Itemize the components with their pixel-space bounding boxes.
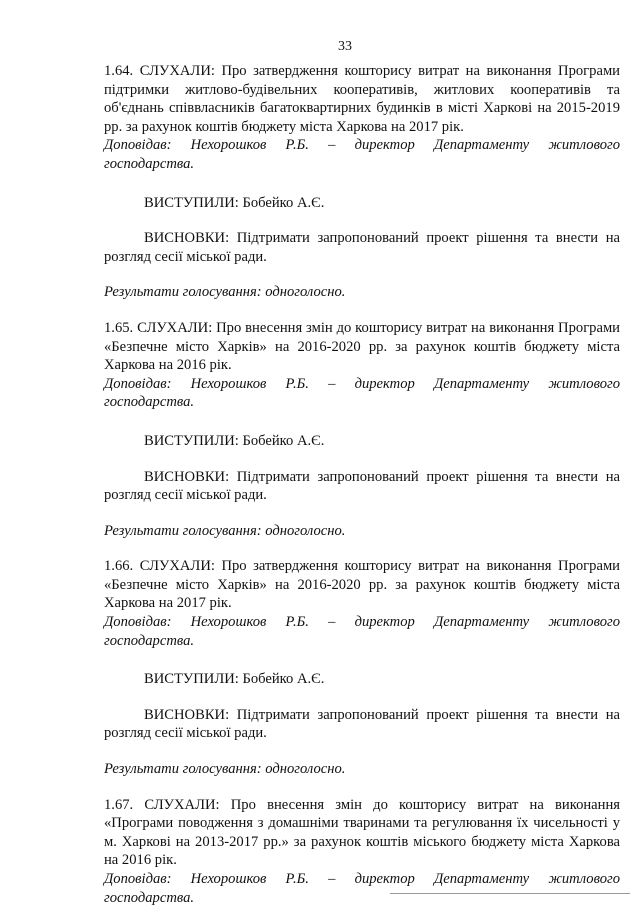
- speaker-line: Доповідав: Нехорошков Р.Б. – директор Департаменту житлового господарства.: [104, 614, 620, 649]
- voting-result: Результати голосування: одноголосно.: [104, 522, 346, 539]
- agenda-item-1-65: [104, 319, 620, 540]
- spoke-line: ВИСТУПИЛИ: Бобейко А.Є.: [144, 432, 325, 449]
- footer-rule: [390, 893, 630, 894]
- voting-result: Результати голосування: одноголосно.: [104, 284, 346, 301]
- speaker-line: Доповідав: Нехорошков Р.Б. – директор Департаменту житлового господарства.: [104, 871, 620, 906]
- heard-paragraph: 1.65. СЛУХАЛИ: Про внесення змін до кошторису витрат на виконання Програми «Безпечне місто Харків» на 2016-2020 рр. за рахунок коштів бюджету міста Харкова на 2016 рік.: [104, 319, 620, 374]
- heard-paragraph: 1.66. СЛУХАЛИ: Про затвердження кошторису витрат на виконання Програми «Безпечне місто Харків» на 2016-2020 рр. за рахунок коштів бюджету міста Харкова на 2017 рік.: [104, 558, 620, 612]
- heard-paragraph: 1.64. СЛУХАЛИ: Про затвердження кошторису витрат на виконання Програми підтримки житлово-будівельних кооперативів, житлових кооперативів та об'єднань співвласників багатоквартирних будинків в місті Харкові на 2015-2019 рр. за рахунок коштів бюджету міста Харкова на 2017 рік.: [104, 63, 620, 135]
- voting-result: Результати голосування: одноголосно.: [104, 761, 346, 778]
- conclusions-paragraph: ВИСНОВКИ: Підтримати запропонований проект рішення та внести на розгляд сесії міської ради.: [104, 468, 620, 504]
- speaker-line: Доповідав: Нехорошков Р.Б. – директор Департаменту житлового господарства.: [104, 375, 620, 411]
- spoke-line: ВИСТУПИЛИ: Бобейко А.Є.: [144, 194, 325, 211]
- spoke-line: ВИСТУПИЛИ: Бобейко А.Є.: [144, 671, 325, 688]
- conclusions-paragraph: ВИСНОВКИ: Підтримати запропонований проект рішення та внести на розгляд сесії міської ради.: [104, 230, 620, 265]
- agenda-item-1-64: [104, 62, 620, 302]
- heard-paragraph: 1.67. СЛУХАЛИ: Про внесення змін до кошторису витрат на виконання «Програми поводження з домашніми тваринами та регулювання їх чисельності у м. Харкові на 2013-2017 рр.» за рахунок коштів міського бюджету міста Харкова на 2016 рік.: [104, 796, 620, 869]
- speaker-line: Доповідав: Нехорошков Р.Б. – директор Департаменту житлового господарства.: [104, 137, 620, 172]
- document-body: [104, 62, 620, 907]
- agenda-item-1-66: [104, 557, 620, 778]
- agenda-item-1-67: [104, 796, 620, 907]
- conclusions-paragraph: ВИСНОВКИ: Підтримати запропонований проект рішення та внести на розгляд сесії міської ради.: [104, 706, 620, 742]
- page-number: 33: [338, 39, 352, 54]
